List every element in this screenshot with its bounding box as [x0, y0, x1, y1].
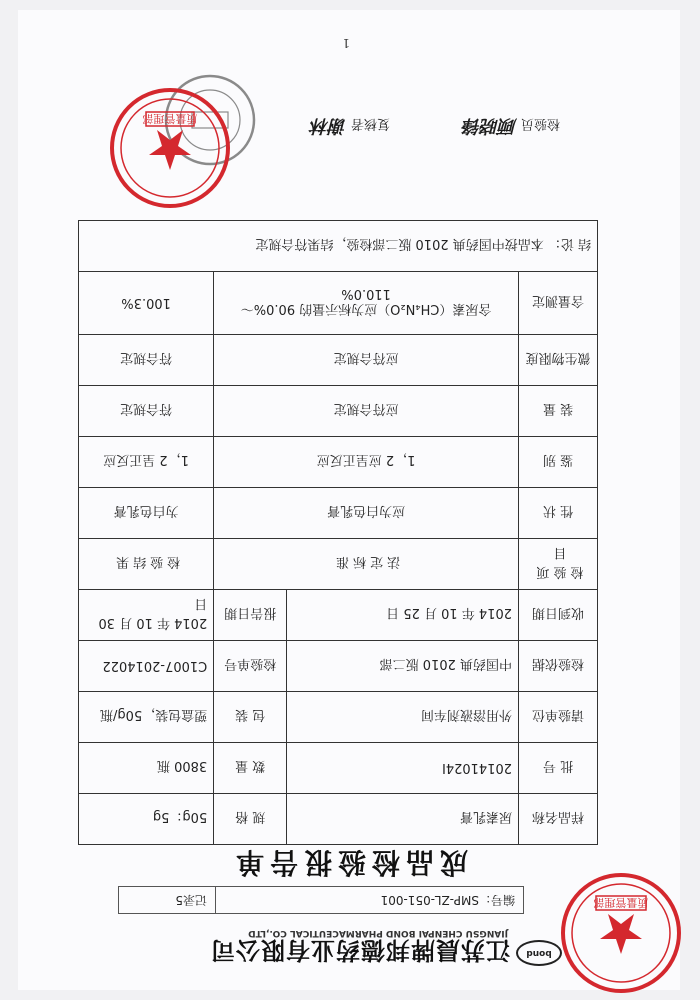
test-row	[79, 335, 598, 386]
value-cell: 3800 瓶	[79, 743, 214, 794]
inspector-block	[463, 114, 560, 140]
label-cell: 包 装	[214, 692, 287, 743]
value-cell: C1007-2014022	[79, 641, 214, 692]
label-cell: 收到日期	[519, 590, 598, 641]
table-row	[79, 590, 598, 641]
label-cell: 批 号	[519, 743, 598, 794]
test-result: 100.3%	[79, 272, 214, 335]
company-seal-red	[108, 86, 232, 210]
test-item: 微生物限度	[519, 335, 598, 386]
reviewer-block	[311, 114, 390, 140]
page-number: 1	[342, 36, 350, 50]
value-cell: 中国药典 2010 版二部	[287, 641, 519, 692]
reviewer-signature: 谢林	[310, 115, 347, 136]
value-cell: 2014 年 10 月 30 日	[79, 590, 214, 641]
result-header: 检验结果	[79, 539, 214, 590]
value-cell: 20141024I	[287, 743, 519, 794]
label-cell: 样品名称	[519, 794, 598, 845]
conclusion-row	[79, 221, 598, 272]
test-row	[79, 272, 598, 335]
value-cell: 外用溶液剂车间	[287, 692, 519, 743]
reviewer-label: 复核者	[350, 116, 390, 131]
test-row	[79, 488, 598, 539]
paper-sheet	[18, 10, 680, 990]
test-result: 符合规定	[79, 386, 214, 437]
record-number: 记录5	[119, 887, 216, 913]
test-row	[79, 437, 598, 488]
distributor-seal-red	[558, 870, 684, 996]
table-row	[79, 743, 598, 794]
svg-text:质量管理部: 质量管理部	[593, 896, 649, 909]
test-result: 1，2 呈正反应	[79, 437, 214, 488]
label-cell: 数 量	[214, 743, 287, 794]
label-cell: 检验依据	[519, 641, 598, 692]
inspector-signature: 顾晓锋	[462, 115, 517, 136]
test-standard: 含尿素（CH₄N₂O）应为标示量的 90.0%～110.0%	[214, 272, 519, 335]
value-cell: 50g：5g	[79, 794, 214, 845]
company-name-cn: 江苏晨牌邦德药业有限公司	[210, 936, 510, 965]
company-name-en: JIANGSU CHENPAI BOND PHARMACEUTICAL CO.,LTD	[248, 928, 508, 938]
label-cell: 检验单号	[214, 641, 287, 692]
test-item: 性 状	[519, 488, 598, 539]
value-cell: 塑盒包装，50g/瓶	[79, 692, 214, 743]
conclusion-cell	[79, 221, 598, 272]
document-code-box	[118, 886, 524, 914]
test-standard: 应符合规定	[214, 386, 519, 437]
value-cell: 2014 年 10 月 25 日	[287, 590, 519, 641]
label-cell: 请验单位	[519, 692, 598, 743]
test-item: 含量测定	[519, 272, 598, 335]
standard-header: 法定标准	[214, 539, 519, 590]
report-table	[78, 220, 598, 845]
document-code: 编号：SMP-ZL-051-001	[380, 893, 515, 907]
test-standard: 1，2 应呈正反应	[214, 437, 519, 488]
table-row	[79, 794, 598, 845]
test-result: 为白色乳膏	[79, 488, 214, 539]
test-row	[79, 386, 598, 437]
svg-text:质量管理部: 质量管理部	[142, 112, 198, 125]
test-item: 鉴 别	[519, 437, 598, 488]
inspector-label: 检验员	[520, 116, 560, 131]
test-result: 符合规定	[79, 335, 214, 386]
table-row	[79, 641, 598, 692]
test-item: 装 量	[519, 386, 598, 437]
company-logo: bond	[516, 940, 562, 966]
test-header-row	[79, 539, 598, 590]
label-cell: 报告日期	[214, 590, 287, 641]
value-cell: 尿素乳膏	[287, 794, 519, 845]
conclusion-text: 本品按中国药典 2010 版二部检验，结果符合规定	[255, 236, 544, 252]
test-standard: 应符合规定	[214, 335, 519, 386]
label-cell: 规 格	[214, 794, 287, 845]
test-item-header: 检验项目	[519, 539, 598, 590]
table-row	[79, 692, 598, 743]
test-standard: 应为白色乳膏	[214, 488, 519, 539]
conclusion-label: 结 论：	[547, 236, 591, 252]
report-title: 成品检验报告单	[230, 846, 469, 879]
